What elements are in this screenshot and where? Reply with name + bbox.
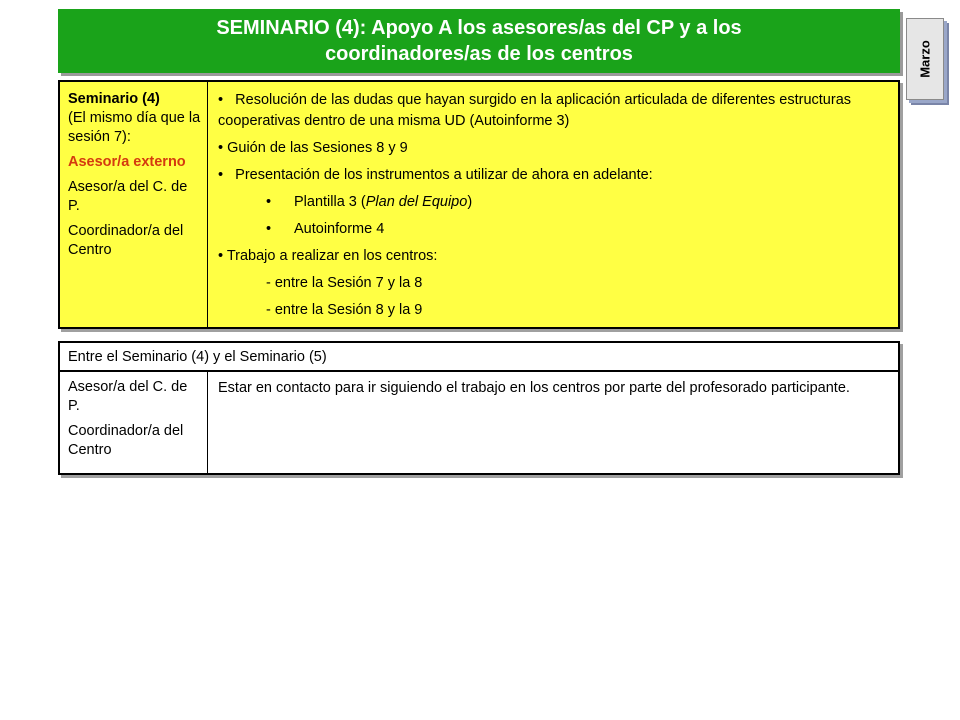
title-line-1: SEMINARIO (4): Apoyo A los asesores/as del CP y a los xyxy=(216,17,742,39)
role-cp-advisor: Asesor/a del C. de P. xyxy=(68,379,188,414)
agenda-subitem: • Plantilla 3 (Plan del Equipo) xyxy=(266,194,473,210)
between-seminars-table xyxy=(58,341,900,475)
seminar-table xyxy=(58,80,900,329)
role-cp-advisor: Asesor/a del C. de P. xyxy=(68,179,188,214)
month-tab xyxy=(906,18,944,100)
between-description: Estar en contacto para ir siguiendo el trabajo en los centros por parte del profesorado participante. xyxy=(218,380,850,396)
agenda-dash-item: - entre la Sesión 8 y la 9 xyxy=(266,302,423,318)
participants-column xyxy=(60,82,208,327)
agenda-item: • Resolución de las dudas que hayan surgido en la aplicación articulada de diferentes estructuras cooperativas dentro de una misma UD (Autoinforme 3) xyxy=(218,92,852,129)
role-coordinator: Coordinador/a del Centro xyxy=(68,423,184,458)
between-seminars-header: Entre el Seminario (4) y el Seminario (5) xyxy=(60,343,898,372)
role-coordinator: Coordinador/a del Centro xyxy=(68,223,184,258)
seminar-heading: Seminario (4) xyxy=(68,91,160,107)
agenda-item: • Guión de las Sesiones 8 y 9 xyxy=(218,140,408,156)
description-column xyxy=(208,372,898,473)
agenda-dash-item: - entre la Sesión 7 y la 8 xyxy=(266,275,423,291)
page-title xyxy=(58,9,900,73)
agenda-subitem: • Autoinforme 4 xyxy=(266,221,385,237)
role-external-advisor: Asesor/a externo xyxy=(68,154,186,170)
title-line-2: coordinadores/as de los centros xyxy=(325,43,633,65)
agenda-item: • Presentación de los instrumentos a utilizar de ahora en adelante: xyxy=(218,167,653,183)
agenda-item: • Trabajo a realizar en los centros: xyxy=(218,248,438,264)
agenda-column xyxy=(208,82,898,327)
participants-column xyxy=(60,372,208,473)
month-label: Marzo xyxy=(917,40,933,78)
seminar-subheading: (El mismo día que la sesión 7): xyxy=(68,110,201,145)
